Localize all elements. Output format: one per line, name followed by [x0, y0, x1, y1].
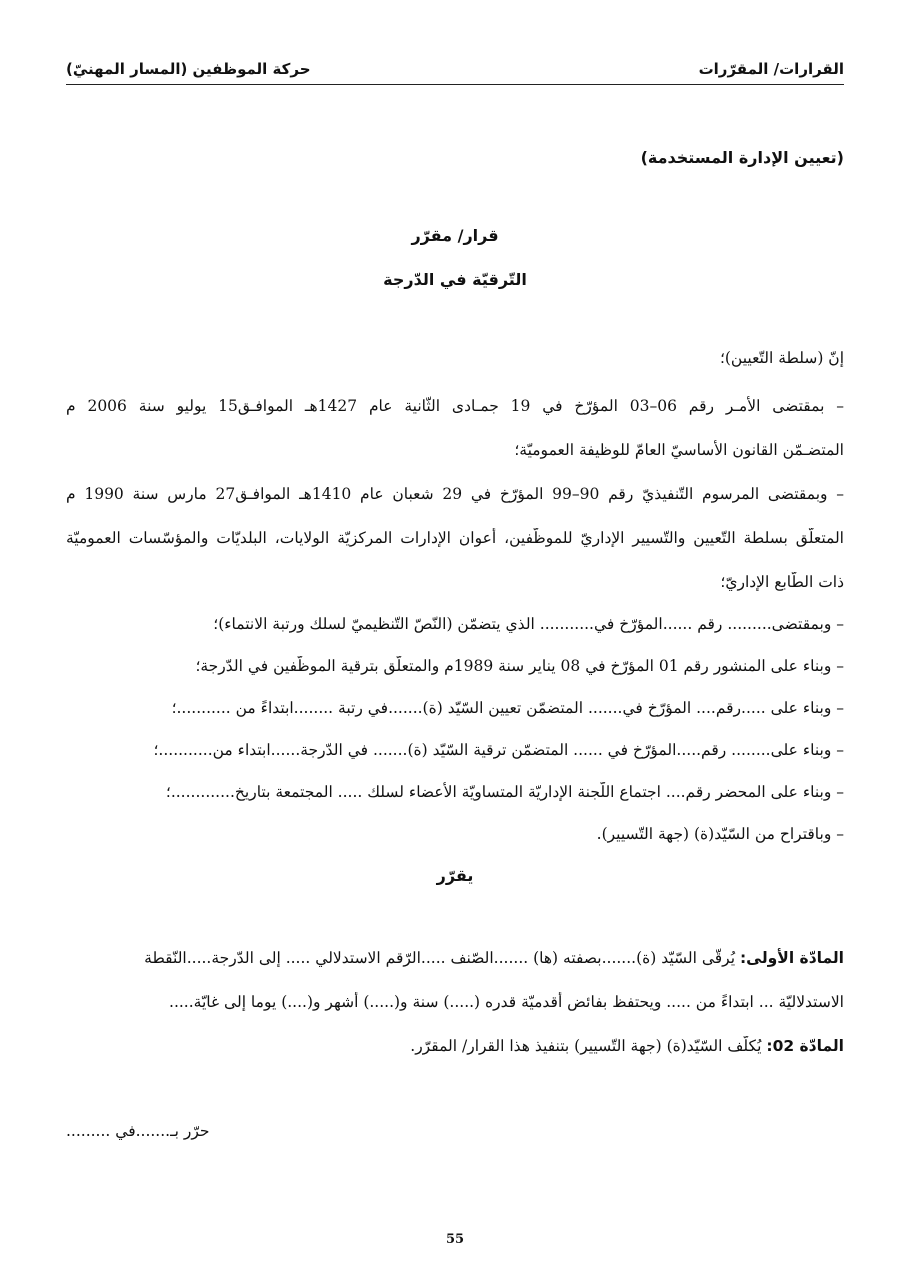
document-subtitle: التّرقيّة في الدّرجة: [383, 270, 527, 289]
signature-place-date: حرّر بـ.......في .........: [66, 1122, 210, 1140]
article-1-text: يُرقّى السّيّد (ة).......بصفته (ها) .......الصّنف .....الرّقم الاستدلالي ..... إلى الدّرجة.....النّقطة: [144, 949, 740, 967]
preamble-line: – وباقتراح من السّيّد(ة) (جهة التّسيير).: [596, 825, 844, 843]
preamble-line: – وبمقتضى......... رقم ......المؤرّخ في........... الذي يتضمّن (النّصّ التّنظيميّ لسلك ورتبة الانتماء)؛: [213, 615, 844, 633]
article-2-label: المادّة 02:: [766, 1037, 844, 1055]
article-2-text: يُكلّف السّيّد(ة) (جهة التّسيير) بتنفيذ هذا القرار/ المقرّر.: [410, 1037, 767, 1055]
article-1-continued: الاستدلاليّة ... ابتداءً من ..... ويحتفظ بفائض أقدميّة قدره (.....) سنة و(.....) أشهر و(....) يوما إلى غايّة.....: [169, 993, 844, 1011]
preamble-line: – وبناء على المحضر رقم.... اجتماع اللّجنة الإداريّة المتساويّة الأعضاء لسلك ..... المجتمعة بتاريخ.............؛: [165, 783, 844, 801]
preamble-opening: إنّ (سلطة التّعيين)؛: [719, 349, 844, 367]
article-1: [66, 948, 844, 968]
document-title: قرار/ مقرّر: [411, 226, 499, 245]
preamble-line: – وبناء على .....رقم.... المؤرّخ في....... المتضمّن تعيين السّيّد (ة).......في رتبة ........ابتداءً من ...........؛: [171, 699, 844, 717]
decision-heading: يقرّر: [436, 866, 474, 885]
issuing-authority: (تعيين الإدارة المستخدمة): [640, 148, 844, 167]
preamble-line: – وبناء على المنشور رقم 01 المؤرّخ في 08 يناير سنة 1989م والمتعلّق بترقية الموظّفين في الدّرجة؛: [195, 657, 844, 675]
article-2: [66, 1036, 844, 1056]
page-number: 55: [445, 1232, 465, 1247]
header-chapter-title: حركة الموظفين (المسار المهنيّ): [66, 60, 311, 78]
running-header: [66, 58, 844, 85]
preamble-line: المتعلّق بسلطة التّعيين والتّسيير الإداريّ للموظّفين، أعوان الإدارات المركزيّة الولايات، البلديّات والمؤسّسات العموميّة: [66, 529, 844, 547]
preamble-line: – وبمقتضى المرسوم التّنفيذيّ رقم 90–99 المؤرّخ في 29 شعبان عام 1410هـ الموافـق27 مارس سنة 1990 م: [66, 485, 844, 503]
article-1-label: المادّة الأولى:: [739, 949, 844, 967]
header-section-title: القرارات/ المقرّرات: [698, 60, 844, 78]
preamble-line: – وبناء على........ رقم.....المؤرّخ في ...... المتضمّن ترقية السّيّد (ة)....... في الدّرجة......ابتداء من...........؛: [153, 741, 844, 759]
preamble-line: – بمقتضى الأمـر رقم 06–03 المؤرّخ في 19 جمـادى الثّانية عام 1427هـ الموافـق15 يوليو سنة 2006 م: [66, 397, 844, 415]
preamble-line: المتضـمّن القانون الأساسيّ العامّ للوظيفة العموميّة؛: [514, 441, 844, 459]
preamble-line: ذات الطّابع الإداريّ؛: [720, 573, 844, 591]
